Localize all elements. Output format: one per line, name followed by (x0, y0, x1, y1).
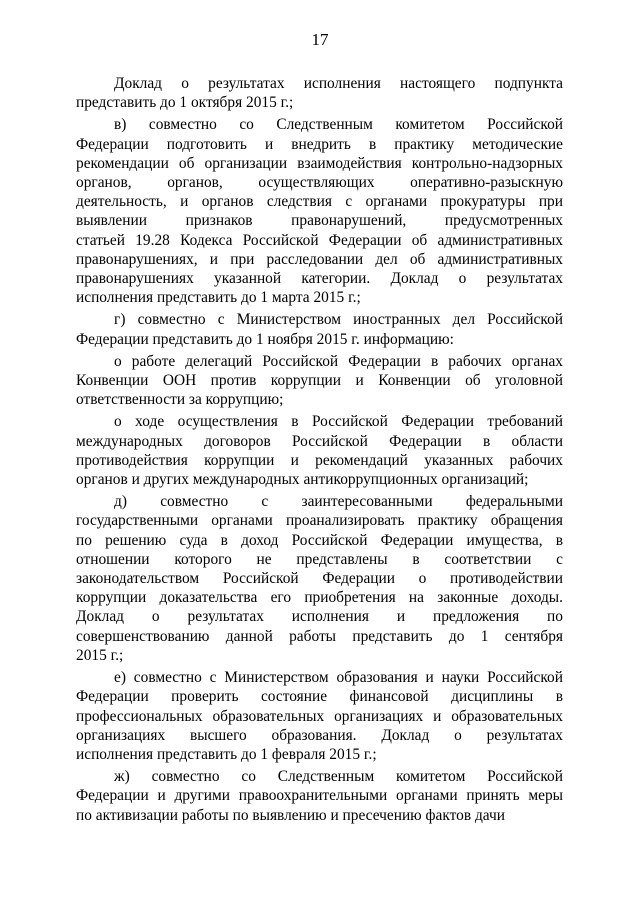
paragraph (76, 492, 563, 665)
text-line: правонарушениях, и при расследовании дел об административных (76, 250, 563, 268)
text-line: в) совместно со Следственным комитетом Российской (114, 116, 563, 134)
text-line: международных договоров Российской Федерации в области (76, 432, 563, 450)
text-line: органов и других международных антикоррупционных организаций; (76, 471, 529, 489)
text-line: е) совместно с Министерством образования и науки Российской (114, 669, 563, 687)
text-line: представить до 1 октября 2015 г.; (76, 94, 294, 112)
text-line: выявлении признаков правонарушений, предусмотренных (76, 212, 563, 230)
text-line: организациях высшего образования. Доклад о результатах (76, 726, 563, 744)
text-line: органов, органов, осуществляющих оперативно-разыскную (76, 174, 563, 192)
text-line: профессиональных образовательных организациях и образовательных (76, 707, 563, 725)
text-line: Федерации и другими правоохранительными органами принять меры (76, 787, 563, 805)
text-line: Федерации проверить состояние финансовой дисциплины в (76, 688, 563, 706)
text-line: совершенствованию данной работы представить до 1 сентября (76, 627, 563, 645)
text-line: Доклад о результатах исполнения настоящего подпункта (114, 75, 563, 92)
text-line: Конвенции ООН против коррупции и Конвенции об уголовной (76, 372, 563, 390)
text-line: Доклад о результатах исполнения и предложения по (76, 608, 563, 626)
page-number: 17 (311, 30, 329, 49)
paragraph (76, 668, 563, 764)
document-body (76, 74, 563, 828)
text-line: Федерации подготовить и внедрить в практику методические (76, 135, 563, 153)
text-line: законодательством Российской Федерации о противодействии (76, 570, 563, 588)
paragraph (76, 352, 563, 410)
text-line: Федерации представить до 1 ноября 2015 г. информацию: (76, 330, 454, 348)
text-line: рекомендации об организации взаимодействия контрольно-надзорных (76, 154, 563, 172)
paragraph (76, 412, 563, 489)
text-line: исполнения представить до 1 февраля 2015 г.; (76, 745, 377, 763)
text-line: о работе делегаций Российской Федерации в рабочих органах (114, 352, 563, 370)
text-line: ответственности за коррупцию; (76, 391, 284, 409)
text-line: коррупции доказательства его приобретения на законные доходы. (76, 589, 563, 607)
text-line: отношении которого не представлены в соответствии с (76, 550, 563, 568)
paragraph (76, 767, 563, 825)
text-line: о ходе осуществления в Российской Федерации требований (114, 413, 563, 431)
text-line: государственными органами проанализировать практику обращения (76, 512, 563, 530)
text-line: по активизации работы по выявлению и пресечению фактов дачи (76, 806, 505, 824)
text-line: по решению суда в доход Российской Федерации имущества, в (76, 531, 563, 549)
text-line: противодействия коррупции и рекомендаций указанных рабочих (76, 451, 563, 469)
paragraph (76, 310, 563, 348)
text-line: 2015 г.; (76, 646, 124, 664)
text-line: ж) совместно со Следственным комитетом Российской (114, 768, 563, 786)
text-line: исполнения представить до 1 марта 2015 г.; (76, 289, 361, 307)
text-line: статьей 19.28 Кодекса Российской Федерации об административных (76, 231, 563, 249)
text-line: правонарушениях указанной категории. Доклад о результатах (76, 270, 563, 288)
paragraph (76, 115, 563, 307)
text-line: д) совместно с заинтересованными федеральными (114, 493, 563, 511)
text-line: деятельность, и органов следствия с органами прокуратуры при (76, 193, 563, 211)
text-line: г) совместно с Министерством иностранных дел Российской (114, 311, 563, 329)
paragraph (76, 74, 563, 112)
